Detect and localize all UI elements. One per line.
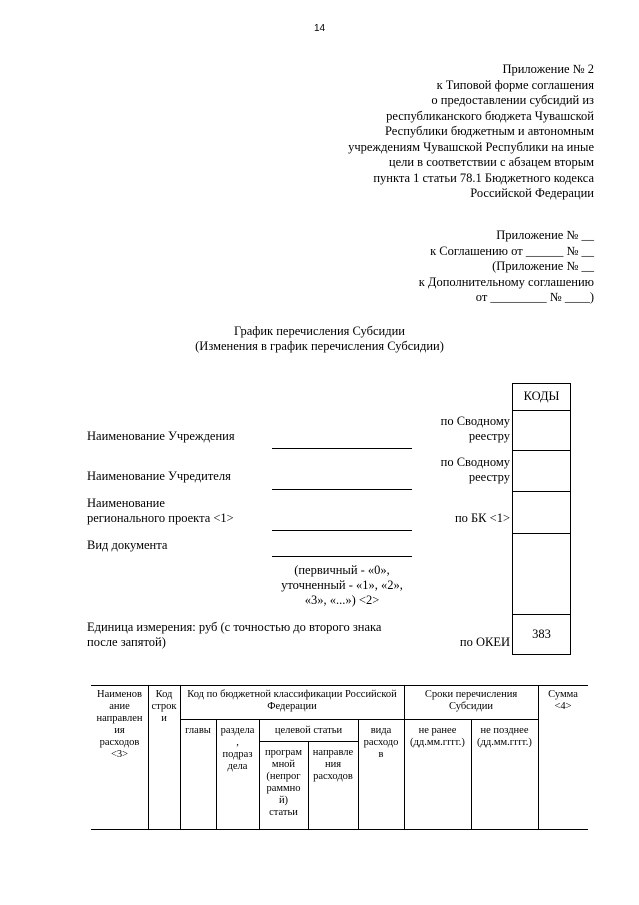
appendix-line: Российской Федерации bbox=[470, 186, 594, 200]
subheader-text: (дд.мм.гггг.) bbox=[410, 737, 465, 748]
subheader-text: расходов bbox=[313, 771, 353, 782]
col-header-row-code bbox=[148, 689, 180, 725]
col-header-text: Код bbox=[155, 689, 173, 700]
subheader-text: целевой статьи bbox=[274, 725, 343, 736]
col-header-text: расходов bbox=[99, 737, 140, 748]
doc-type-hint-line: «3», «...») <2> bbox=[304, 593, 380, 607]
institution-field-line[interactable] bbox=[272, 448, 412, 449]
subheader-target-article bbox=[259, 725, 358, 737]
founder-code-label-line: по Сводному bbox=[440, 455, 510, 469]
institution-code-label-line: по Сводному bbox=[440, 414, 510, 428]
doc-type-hint-line: уточненный - «1», «2», bbox=[281, 578, 403, 592]
appendix-line: Приложение № 2 bbox=[502, 62, 594, 76]
col-header-text: строк bbox=[151, 701, 177, 712]
subheader-text: направле bbox=[312, 747, 354, 758]
subheader-text: подраз bbox=[222, 749, 253, 760]
doc-type-hint-line: (первичный - «0», bbox=[294, 563, 390, 577]
subheader-text: раммно bbox=[266, 783, 301, 794]
document-title bbox=[0, 324, 639, 354]
agreement-line: к Дополнительному соглашению bbox=[418, 274, 594, 289]
appendix-line: Республики бюджетным и автономным bbox=[385, 124, 594, 138]
subheader-text: ния bbox=[324, 759, 342, 770]
subheader-text: (дд.мм.гггг.) bbox=[477, 737, 532, 748]
appendix-header bbox=[294, 62, 594, 202]
appendix-line: цели в соответствии с абзацем вторым bbox=[388, 155, 594, 169]
doc-type-field-line[interactable] bbox=[272, 556, 412, 557]
agreement-line: от _________ № ____) bbox=[475, 290, 594, 304]
subheader-text: не позднее bbox=[480, 725, 529, 736]
appendix-line: пункта 1 статьи 78.1 Бюджетного кодекса bbox=[373, 170, 594, 185]
table-border-bottom bbox=[91, 829, 588, 830]
col-header-text: Федерации bbox=[267, 701, 317, 712]
table-border-top bbox=[91, 685, 588, 686]
subheader-section bbox=[216, 725, 259, 773]
okei-code-value: 383 bbox=[532, 627, 551, 641]
code-cell-founder[interactable] bbox=[513, 451, 570, 492]
subheader-text: й) bbox=[278, 795, 289, 806]
subheader-text: мной bbox=[271, 759, 296, 770]
doc-type-label: Вид документа bbox=[87, 538, 168, 552]
col-header-sum bbox=[538, 689, 588, 713]
col-header-text: Наименов bbox=[97, 689, 142, 700]
subheader-text: раздела bbox=[220, 725, 255, 736]
code-cell-project[interactable] bbox=[513, 492, 570, 534]
col-header-text: Субсидии bbox=[448, 701, 494, 712]
unit-label bbox=[87, 620, 381, 650]
col-header-text: <3> bbox=[110, 749, 129, 760]
unit-label-line: после запятой) bbox=[87, 635, 166, 649]
founder-label: Наименование Учредителя bbox=[87, 469, 231, 483]
col-header-budget-classification bbox=[180, 689, 404, 713]
subheader-text: не ранее bbox=[418, 725, 457, 736]
col-header-text: ание bbox=[109, 701, 130, 712]
institution-code-label-line: реестру bbox=[468, 429, 510, 443]
subheader-text: вида bbox=[370, 725, 392, 736]
agreement-line: (Приложение № __ bbox=[492, 259, 594, 273]
table-subheader-line bbox=[180, 719, 538, 720]
col-header-expense-direction bbox=[91, 689, 148, 761]
col-header-text: Код по бюджетной классификации Российской bbox=[187, 689, 397, 700]
subheader-text: (непрог bbox=[266, 771, 301, 782]
subheader-not-before bbox=[404, 725, 471, 749]
subheader-text: статьи bbox=[269, 807, 298, 818]
agreement-line: Приложение № __ bbox=[496, 228, 594, 242]
col-header-text: <4> bbox=[554, 701, 572, 712]
codes-header: КОДЫ bbox=[513, 384, 570, 411]
appendix-line: о предоставлении субсидий из bbox=[431, 93, 594, 107]
subheader-text: , bbox=[236, 737, 239, 748]
col-header-text: направлен bbox=[96, 713, 143, 724]
appendix-line: к Типовой форме соглашения bbox=[436, 77, 594, 92]
subheader-expense-direction bbox=[308, 747, 358, 783]
page-number: 14 bbox=[313, 23, 326, 34]
subheader-text: главы bbox=[185, 725, 211, 736]
project-code-label: по БК <1> bbox=[454, 511, 510, 525]
code-cell-doc-type[interactable] bbox=[513, 534, 570, 615]
col-header-text: ия bbox=[114, 725, 125, 736]
code-cell-institution[interactable] bbox=[513, 411, 570, 451]
subheader-program-article bbox=[259, 747, 308, 819]
founder-code-label-line: реестру bbox=[468, 470, 510, 484]
subheader-text: расходо bbox=[363, 737, 399, 748]
project-field-line[interactable] bbox=[272, 530, 412, 531]
project-label-line: регионального проекта <1> bbox=[87, 511, 234, 525]
doc-type-hint bbox=[262, 563, 422, 608]
project-label-line: Наименование bbox=[87, 496, 165, 510]
founder-code-label bbox=[441, 455, 510, 485]
subheader-not-after bbox=[471, 725, 538, 749]
unit-label-line: Единица измерения: руб (с точностью до второго знака bbox=[87, 620, 382, 634]
subheader-text: програм bbox=[265, 747, 302, 758]
subheader-chapter bbox=[180, 725, 216, 737]
agreement-appendix-header bbox=[294, 228, 594, 306]
col-header-text: и bbox=[161, 713, 167, 724]
col-header-text: Сумма bbox=[548, 689, 578, 700]
title-line: График перечисления Субсидии bbox=[234, 324, 405, 338]
appendix-line: учреждениям Чувашской Республики на иные bbox=[348, 139, 594, 154]
subtitle-line: (Изменения в график перечисления Субсидии) bbox=[195, 339, 444, 353]
okei-label: по ОКЕИ bbox=[459, 635, 510, 649]
subheader-text: дела bbox=[227, 761, 248, 772]
subheader-expense-type bbox=[358, 725, 404, 761]
subheader-text: в bbox=[378, 749, 384, 760]
schedule-table bbox=[91, 685, 588, 830]
agreement-line: к Соглашению от ______ № __ bbox=[430, 243, 594, 258]
col-header-transfer-terms bbox=[404, 689, 538, 713]
institution-label: Наименование Учреждения bbox=[87, 429, 235, 443]
codes-column bbox=[512, 383, 571, 655]
institution-code-label bbox=[441, 414, 510, 444]
project-label bbox=[87, 496, 234, 526]
col-header-text: Сроки перечисления bbox=[424, 689, 518, 700]
founder-field-line[interactable] bbox=[272, 489, 412, 490]
appendix-line: республиканского бюджета Чувашской bbox=[386, 108, 594, 123]
